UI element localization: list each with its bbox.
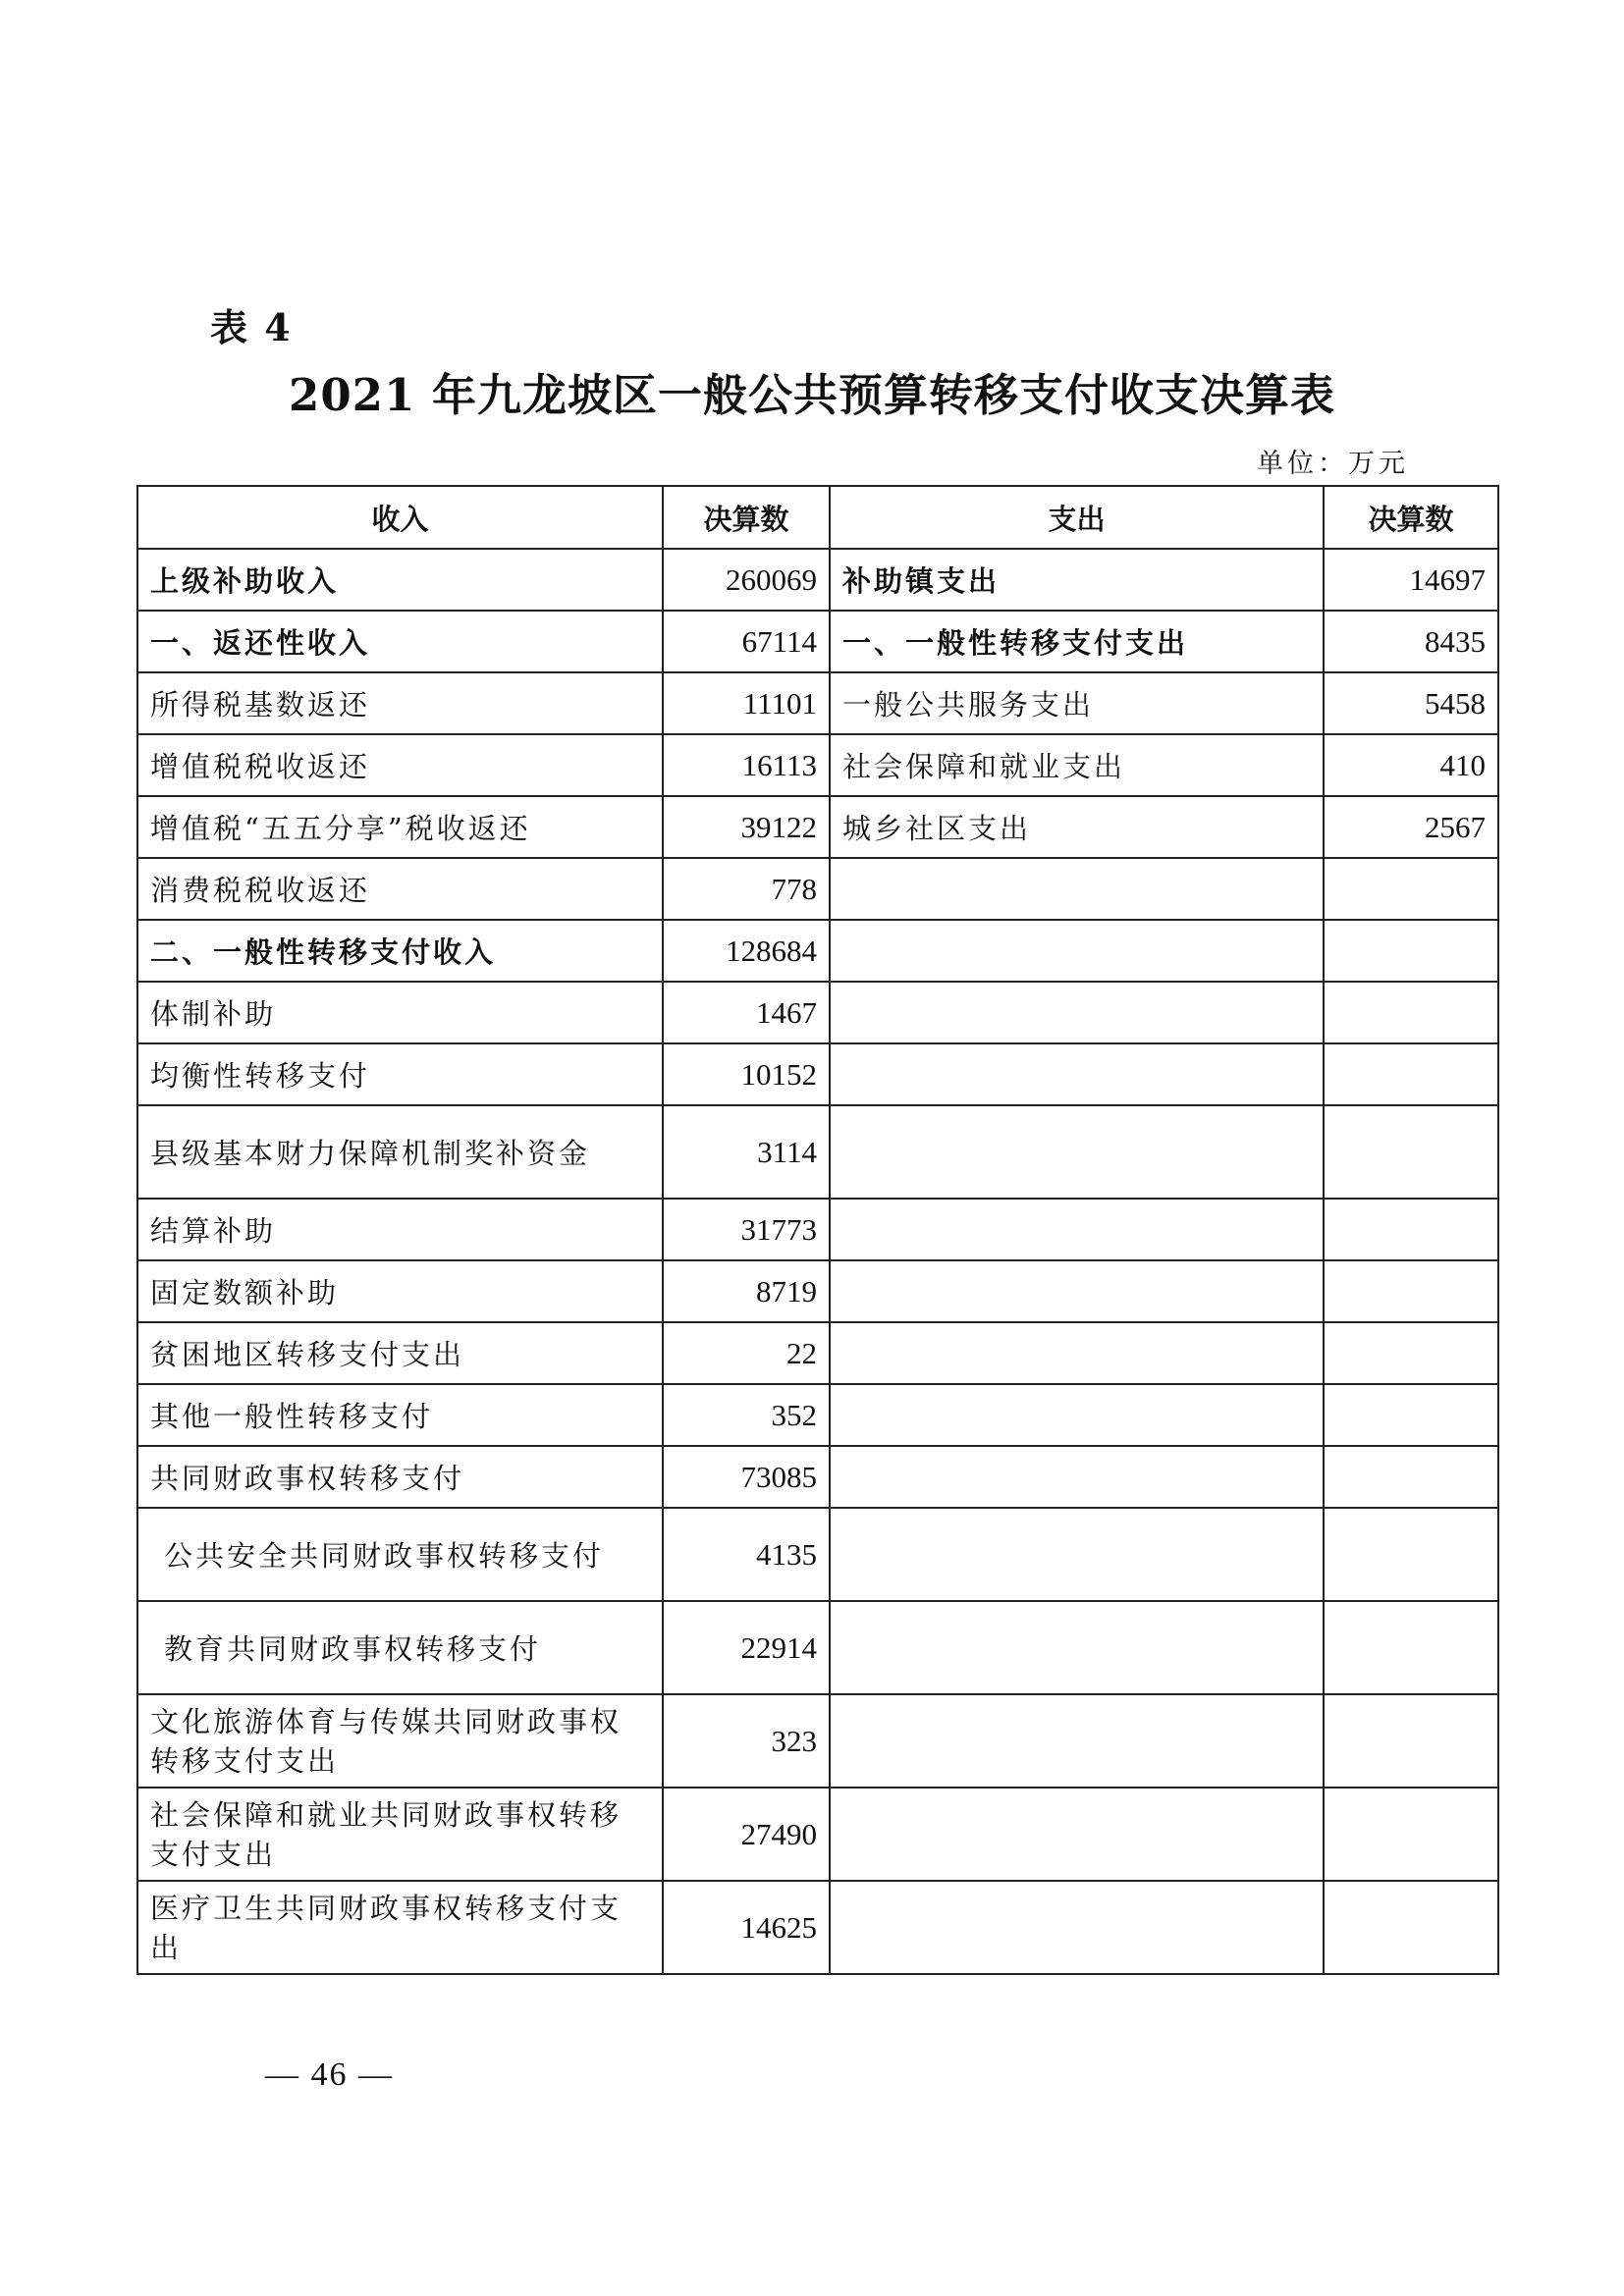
income-value: 22: [663, 1322, 830, 1384]
income-value: 16113: [663, 734, 830, 796]
income-item: 一、返还性收入: [137, 611, 663, 672]
expense-value: [1324, 1446, 1498, 1508]
expense-item: [830, 1446, 1324, 1508]
table-row: [137, 1601, 1498, 1694]
income-item: 上级补助收入: [137, 549, 663, 611]
expense-item: 补助镇支出: [830, 549, 1324, 611]
expense-value: [1324, 920, 1498, 982]
income-item: 贫困地区转移支付支出: [137, 1322, 663, 1384]
expense-value: 5458: [1324, 672, 1498, 734]
income-item: 结算补助: [137, 1199, 663, 1260]
expense-value: [1324, 1199, 1498, 1260]
expense-value: [1324, 1105, 1498, 1199]
income-value: 4135: [663, 1508, 830, 1601]
income-item: 增值税税收返还: [137, 734, 663, 796]
table-row: [137, 796, 1498, 858]
expense-item: 城乡社区支出: [830, 796, 1324, 858]
table-row: [137, 611, 1498, 672]
expense-item: [830, 1508, 1324, 1601]
income-value: 39122: [663, 796, 830, 858]
page-number: — 46 —: [265, 2056, 394, 2093]
income-value: 67114: [663, 611, 830, 672]
expense-value: 14697: [1324, 549, 1498, 611]
budget-table: [136, 485, 1499, 1975]
expense-item: [830, 1694, 1324, 1788]
income-item: 公共安全共同财政事权转移支付: [137, 1508, 663, 1601]
income-value: 73085: [663, 1446, 830, 1508]
expense-item: [830, 1199, 1324, 1260]
table-row: [137, 672, 1498, 734]
expense-item: [830, 982, 1324, 1043]
expense-item: 社会保障和就业支出: [830, 734, 1324, 796]
table-row: [137, 1384, 1498, 1446]
expense-item: [830, 920, 1324, 982]
income-value: 323: [663, 1694, 830, 1788]
unit-note: 单位：万元: [1257, 449, 1409, 479]
income-value: 31773: [663, 1199, 830, 1260]
income-item: 教育共同财政事权转移支付: [137, 1601, 663, 1694]
expense-item: [830, 1105, 1324, 1199]
income-item: 增值税“五五分享”税收返还: [137, 796, 663, 858]
expense-item: [830, 1881, 1324, 1974]
table-header-row: [137, 486, 1498, 549]
income-item: 文化旅游体育与传媒共同财政事权转移支付支出: [137, 1694, 663, 1788]
table-row: [137, 1881, 1498, 1974]
table-label: 表 4: [210, 305, 293, 349]
expense-item: [830, 1384, 1324, 1446]
table-row: [137, 1788, 1498, 1881]
table-row: [137, 1043, 1498, 1105]
table-row: [137, 982, 1498, 1043]
expense-value: [1324, 1260, 1498, 1322]
table-row: [137, 1199, 1498, 1260]
expense-value: [1324, 1384, 1498, 1446]
expense-item: [830, 1788, 1324, 1881]
column-header-expense-value: 决算数: [1324, 486, 1498, 549]
expense-value: [1324, 858, 1498, 920]
expense-item: [830, 1601, 1324, 1694]
expense-value: 8435: [1324, 611, 1498, 672]
column-header-income-value: 决算数: [663, 486, 830, 549]
expense-item: [830, 858, 1324, 920]
table-row: [137, 1322, 1498, 1384]
expense-item: 一般公共服务支出: [830, 672, 1324, 734]
table-row: [137, 1508, 1498, 1601]
income-item: 体制补助: [137, 982, 663, 1043]
income-item: 所得税基数返还: [137, 672, 663, 734]
expense-value: [1324, 1601, 1498, 1694]
table-row: [137, 1105, 1498, 1199]
table-row: [137, 734, 1498, 796]
income-value: 27490: [663, 1788, 830, 1881]
income-item: 消费税税收返还: [137, 858, 663, 920]
expense-value: 2567: [1324, 796, 1498, 858]
expense-item: [830, 1322, 1324, 1384]
table-row: [137, 1446, 1498, 1508]
expense-value: [1324, 1881, 1498, 1974]
income-value: 260069: [663, 549, 830, 611]
income-item: 固定数额补助: [137, 1260, 663, 1322]
column-header-expense: 支出: [830, 486, 1324, 549]
table-row: [137, 920, 1498, 982]
income-item: 二、一般性转移支付收入: [137, 920, 663, 982]
income-value: 10152: [663, 1043, 830, 1105]
expense-value: [1324, 1322, 1498, 1384]
expense-item: [830, 1043, 1324, 1105]
income-item: 县级基本财力保障机制奖补资金: [137, 1105, 663, 1199]
income-item: 社会保障和就业共同财政事权转移支付支出: [137, 1788, 663, 1881]
income-item: 共同财政事权转移支付: [137, 1446, 663, 1508]
expense-value: [1324, 982, 1498, 1043]
expense-item: [830, 1260, 1324, 1322]
document-title: 2021 年九龙坡区一般公共预算转移支付收支决算表: [289, 369, 1335, 421]
table-row: [137, 549, 1498, 611]
income-value: 1467: [663, 982, 830, 1043]
expense-value: [1324, 1694, 1498, 1788]
income-value: 3114: [663, 1105, 830, 1199]
income-item: 医疗卫生共同财政事权转移支付支出: [137, 1881, 663, 1974]
table-row: [137, 1694, 1498, 1788]
income-value: 128684: [663, 920, 830, 982]
income-value: 22914: [663, 1601, 830, 1694]
table-row: [137, 858, 1498, 920]
expense-value: [1324, 1788, 1498, 1881]
income-value: 8719: [663, 1260, 830, 1322]
income-value: 11101: [663, 672, 830, 734]
expense-value: [1324, 1043, 1498, 1105]
table-row: [137, 1260, 1498, 1322]
income-value: 352: [663, 1384, 830, 1446]
column-header-income: 收入: [137, 486, 663, 549]
income-value: 14625: [663, 1881, 830, 1974]
income-item: 均衡性转移支付: [137, 1043, 663, 1105]
income-item: 其他一般性转移支付: [137, 1384, 663, 1446]
expense-value: 410: [1324, 734, 1498, 796]
income-value: 778: [663, 858, 830, 920]
expense-item: 一、一般性转移支付支出: [830, 611, 1324, 672]
expense-value: [1324, 1508, 1498, 1601]
